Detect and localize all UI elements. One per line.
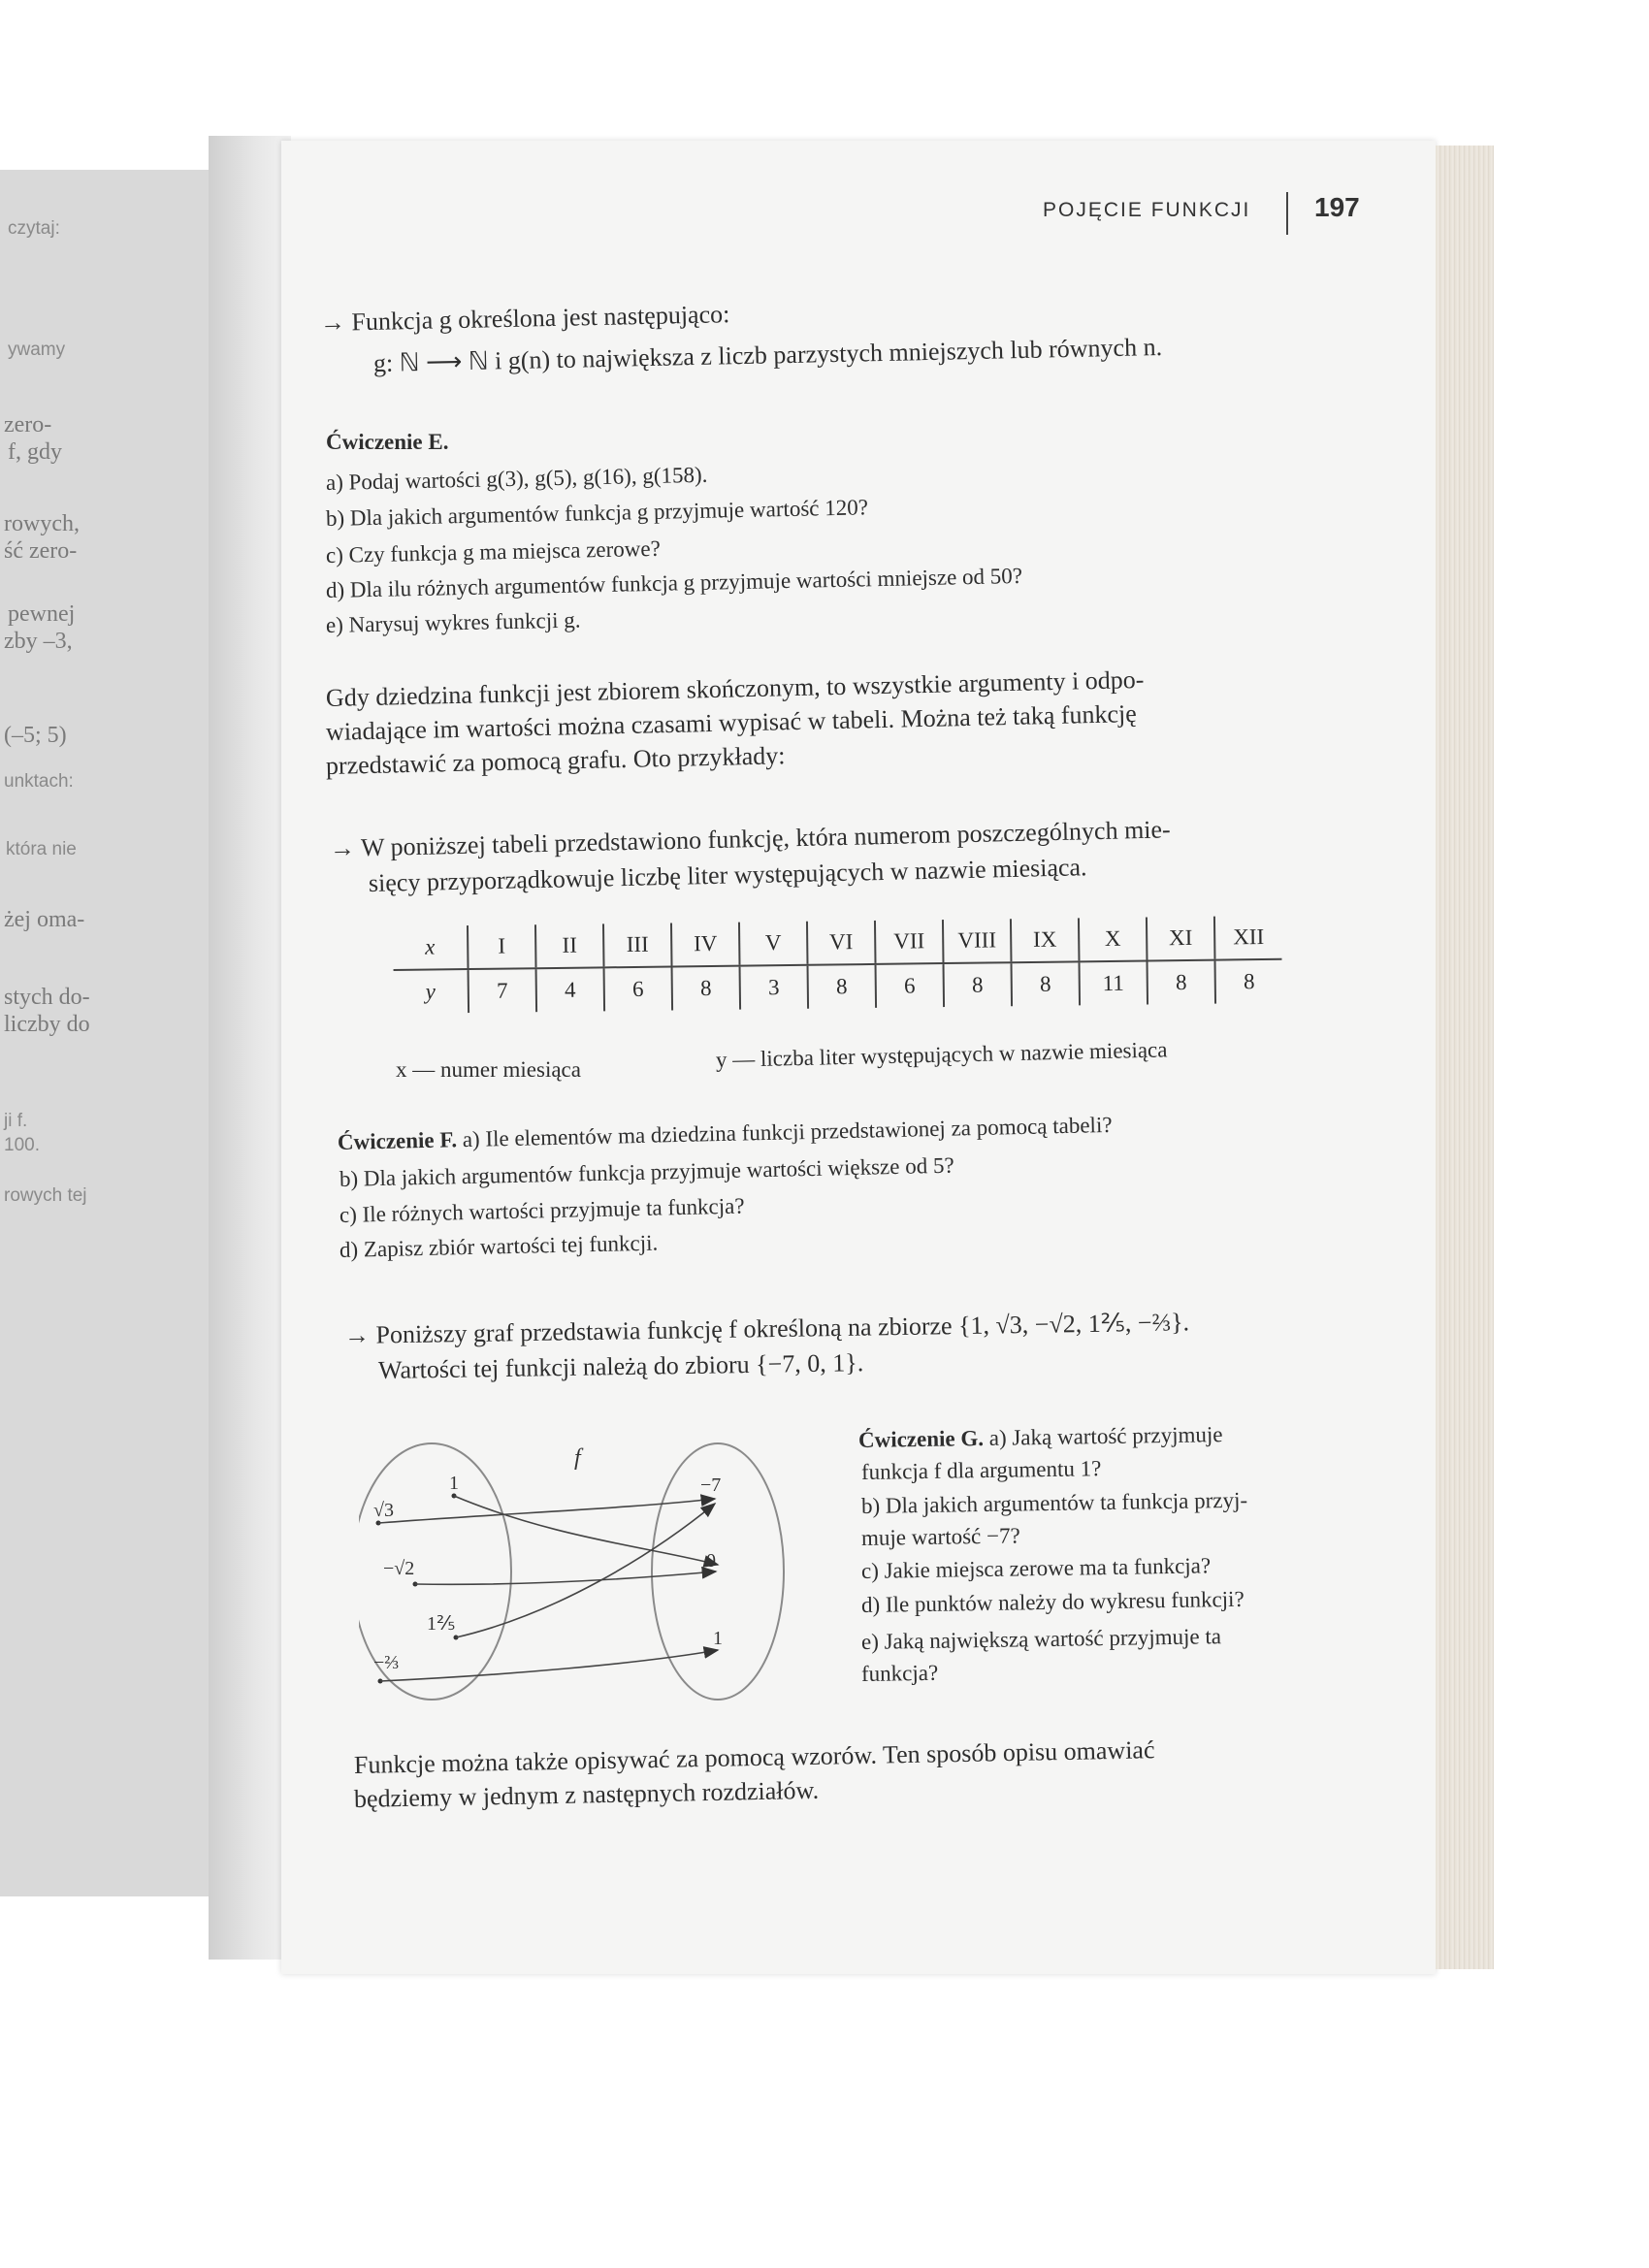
exercise-g-item: d) Ile punktów należy do wykresu funkcji? (860, 1586, 1245, 1617)
exercise-f-item: a) Ile elementów ma dziedzina funkcji przedstawionej za pomocą tabeli? (462, 1112, 1113, 1152)
closing-line: będziemy w jednym z następnych rozdziałów. (353, 1775, 820, 1813)
exercise-e-item: b) Dla jakich argumentów funkcja g przyjmuje wartość 120? (325, 495, 869, 531)
definition-text: Funkcja g określona jest następująco: (351, 300, 730, 337)
left-fragment: (–5; 5) (4, 723, 67, 748)
exercise-f-title: Ćwiczenie F. (337, 1127, 458, 1154)
table-header-x: x (393, 925, 469, 970)
table-cell: VI (807, 921, 876, 965)
graph-intro-text: Poniższy graf przedstawia funkcję f określoną na zbiorze {1, √3, −√2, 1⅖, −⅔}. (375, 1308, 1190, 1349)
table-cell: XI (1147, 917, 1215, 961)
running-header: POJĘCIE FUNKCJI (1043, 199, 1251, 221)
left-fragment: która nie (6, 839, 77, 859)
table-cell: 6 (604, 966, 673, 1011)
table-cell: XII (1214, 916, 1282, 960)
graph-arrow (378, 1499, 715, 1523)
left-fragment: pewnej (8, 601, 76, 627)
page-edge (1436, 146, 1494, 1969)
table-cell: VIII (943, 919, 1012, 963)
paragraph-line: wiadające im wartości można czasami wypisać w tabeli. Można też taką funkcję (325, 699, 1138, 746)
arrow-icon: → (329, 833, 356, 862)
exercise-g-title: Ćwiczenie G. (857, 1425, 985, 1452)
table-cell: IX (1011, 918, 1080, 962)
domain-label: −⅔ (373, 1652, 400, 1673)
definition-formula: g: ℕ ⟶ ℕ i g(n) to największa z liczb parzystych mniejszych lub równych n. (372, 332, 1163, 377)
table-cell: 8 (1214, 959, 1282, 1004)
left-fragment: ść zero- (4, 538, 78, 564)
left-fragment: f, gdy (8, 439, 62, 465)
table-intro-line: sięcy przyporządkowuje liczbę liter występujących w nazwie miesiąca. (368, 853, 1087, 897)
function-label: f (574, 1445, 581, 1471)
header-divider (1286, 192, 1288, 235)
table-header-y: y (425, 979, 436, 1004)
table-legend-x: x — numer miesiąca (396, 1057, 581, 1082)
table-cell: X (1079, 918, 1148, 962)
codomain-label: −7 (700, 1474, 722, 1496)
table-cell: IV (671, 923, 740, 967)
table-cell: II (535, 923, 604, 968)
left-fragment: rowych tej (4, 1185, 87, 1206)
arrow-icon: → (343, 1320, 371, 1349)
graph-arrow (454, 1496, 718, 1565)
codomain-label: 1 (713, 1628, 723, 1649)
exercise-g-item: funkcja? (860, 1660, 939, 1686)
left-fragment: czytaj: (8, 218, 60, 239)
table-cell: 8 (1012, 961, 1081, 1006)
left-fragment: stych do- (4, 985, 90, 1010)
graph-intro-line: Wartości tej funkcji należą do zbioru {−7, 0, 1}. (377, 1348, 864, 1384)
exercise-g-item: e) Jaką największą wartość przyjmuje ta (860, 1624, 1222, 1654)
table-cell: 7 (469, 968, 537, 1013)
table-cell: 6 (876, 963, 945, 1008)
exercise-e-item: c) Czy funkcja g ma miejsca zerowe? (325, 535, 662, 567)
exercise-e-item: d) Dla ilu różnych argumentów funkcja g przyjmuje wartości mniejsze od 50? (325, 563, 1023, 602)
table-cell: 8 (1147, 960, 1215, 1005)
graph-arrow (415, 1571, 716, 1584)
left-fragment: unktach: (4, 771, 74, 792)
exercise-g-item: b) Dla jakich argumentów ta funkcja przyj- (860, 1487, 1248, 1518)
table-cell: 11 (1079, 961, 1148, 1006)
arrow-icon: → (319, 308, 346, 337)
table-cell: VII (875, 920, 944, 964)
domain-label: 1⅖ (427, 1613, 456, 1635)
paragraph-line: Gdy dziedzina funkcji jest zbiorem skończonym, to wszystkie argumenty i odpo- (325, 664, 1145, 712)
codomain-label: 0 (706, 1550, 716, 1571)
months-table (393, 916, 1282, 1014)
exercise-e-item: a) Podaj wartości g(3), g(5), g(16), g(158). (325, 462, 708, 495)
left-fragment: liczby do (4, 1012, 90, 1037)
domain-label: 1 (449, 1473, 459, 1494)
exercise-e-title: Ćwiczenie E. (326, 430, 449, 454)
paragraph-line: przedstawić za pomocą grafu. Oto przykłady: (325, 741, 786, 780)
exercise-g-item: a) Jaką wartość przyjmuje (988, 1422, 1223, 1450)
table-cell: 8 (672, 966, 741, 1011)
exercise-f-item: d) Zapisz zbiór wartości tej funkcji. (339, 1230, 659, 1262)
exercise-f-item: c) Ile różnych wartości przyjmuje ta funkcja? (339, 1193, 745, 1227)
table-cell: V (739, 922, 808, 966)
graph-arrow (456, 1504, 715, 1637)
table-cell: I (468, 924, 536, 969)
table-cell: III (603, 923, 672, 967)
left-fragment: ywamy (8, 340, 66, 360)
exercise-g-item: funkcja f dla argumentu 1? (860, 1456, 1102, 1484)
exercise-g-item: muje wartość −7? (860, 1523, 1020, 1550)
table-cell: 8 (808, 964, 877, 1009)
left-fragment: rowych, (4, 511, 80, 536)
book-spine (209, 136, 291, 1960)
domain-label: √3 (373, 1500, 394, 1521)
closing-line: Funkcje można także opisywać za pomocą wzorów. Ten sposób opisu omawiać (353, 1735, 1155, 1779)
left-fragment: zero- (4, 412, 52, 437)
left-fragment: 100. (4, 1135, 40, 1155)
exercise-g-item: c) Jakie miejsca zerowe ma ta funkcja? (860, 1553, 1212, 1583)
domain-label: −√2 (383, 1558, 415, 1579)
function-graph (359, 1431, 815, 1712)
table-cell: 8 (944, 962, 1013, 1007)
table-cell: 3 (740, 965, 809, 1010)
page-number: 197 (1314, 192, 1360, 222)
exercise-e-item: e) Narysuj wykres funkcji g. (325, 607, 581, 637)
exercise-f-item: b) Dla jakich argumentów funkcja przyjmuje wartości większe od 5? (339, 1152, 954, 1191)
table-legend-y: y — liczba liter występujących w nazwie miesiąca (715, 1037, 1168, 1072)
table-cell: 4 (536, 967, 605, 1012)
left-fragment: zby –3, (4, 629, 73, 654)
left-fragment: żej oma- (4, 907, 85, 932)
table-intro-text: W poniższej tabeli przedstawiono funkcję, która numerom poszczególnych mie- (360, 815, 1171, 862)
left-fragment: ji f. (4, 1111, 28, 1131)
